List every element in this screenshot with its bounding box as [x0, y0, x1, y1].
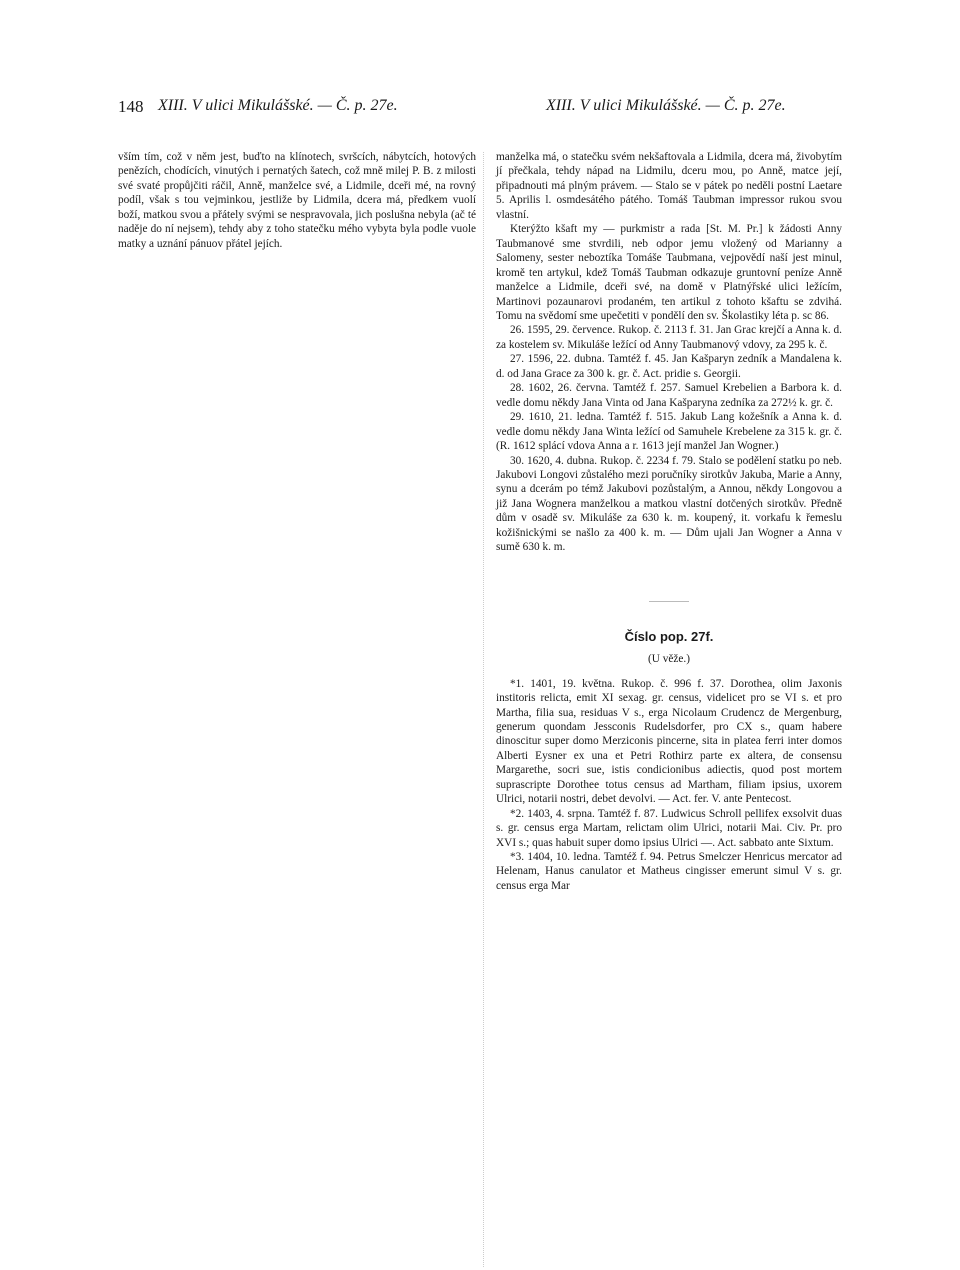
entry-28: 28. 1602, 26. června. Tamtéž f. 257. Samuel Krebelien a Barbora k. d. vedle domu někdy Jana Vinta od Jana Kašparyna zedníka za 272½ k. gr. č.: [496, 382, 842, 409]
entry-29: 29. 1610, 21. ledna. Tamtéž f. 515. Jakub Lang kožešník a Anna k. d. vedle domu někdy Jana Winta ležící od Samuhele Krebelene za 315 k. gr. č. (R. 1612 splácí vdova Anna a r. 1613 její manžel Jan Wogner.): [496, 411, 842, 453]
running-title-right: XIII. V ulici Mikulášské. — Č. p. 27e.: [546, 97, 786, 114]
entry-3: *3. 1404, 10. ledna. Tamtéž f. 94. Petrus Smelczer Henricus mercator ad Helenam, Hanus canulator et Matheus cingisser emerunt simul V s. gr. census erga Mar: [496, 851, 842, 892]
paragraph: manželka má, o statečku svém nekšaftovala a Lidmila, dcera má, živobytím jí přečkala, tehdy nápad na Lidmilu, dceru mou, po Anně, matce její, připadnouti má plným právem. — Stalo se v pátek po neděli postní Laetare 5. Aprilis l. osmdesátého pátého. Tomáš Taubman impressor rukou svou vlastní.: [496, 151, 842, 221]
section-subtitle: (U věže.): [647, 653, 691, 666]
page-header: [118, 97, 833, 119]
column-divider: [483, 152, 485, 1267]
entry-30: 30. 1620, 4. dubna. Rukop. č. 2234 f. 79. Stalo se podělení statku po neb. Jakubovi Longovi zůstalého mezi poručníky sirotkův Jakuba, Marie a Anny, synu a dcerám po témž Jakubovi pozůstalým, a Annou, někdy Longovou a již Jana Wognera manželkou a matkou vlastní dotčených sirotkův. Předně dům v osadě sv. Mikuláše za 630 k. m. koupený, it. vorkafu k řemeslu kožišnickými se našlo za 400 k. m. — Dům ujali Jan Wogner a Anna v sumě 630 k. m.: [496, 454, 842, 554]
entry-26: 26. 1595, 29. července. Rukop. č. 2113 f. 31. Jan Grac krejčí a Anna k. d. za kostelem sv. Mikuláše ležící od Anny Taubmanový vdovy, za 295 k. č.: [496, 324, 842, 351]
running-title-left: XIII. V ulici Mikulášské. — Č. p. 27e.: [158, 97, 398, 114]
page-number: 148: [118, 97, 144, 116]
entry-1: *1. 1401, 19. května. Rukop. č. 996 f. 37. Dorothea, olim Jaxonis institoris relicta, emit XI sexag. gr. census, videlicet pro se VI s. et pro Martha, filia sua, residuas V s., erga Nicolaum Crudencz de Mergenburg, generum quondam Jessconis Rudelsdorfer, pro CX s., quam habere dinoscitur super domo Merziconis pincerne, sita in platea ferri inter domos Alberti Eysner ex una et Petri Rothirz parte ex altera, de consensu Margarethe, socri sue, istis condicionibus adiectis, quod post mortem suprascripte Dorothee totus census ad Martham, filiam ipsius, uxorem Ulrici, notarii nostri, debet devolvi. — Act. fer. V. ante Pentecost.: [496, 677, 842, 806]
right-column: [496, 150, 842, 893]
paragraph: Kterýžto kšaft my — purkmistr a rada [St. M. Pr.] k žádosti Anny Taubmanové sme stvrdili, neb odpor jemu vložený od Marianny a Salomeny, sester neboztíka Tomáše Taubmana, vejpovědí naší jest minul, kromě ten artykul, kdež Tomáš Taubman odkazuje gruntovní peníze Anně manželce a Lidmile, dceři své, na domě v Platnýřské ulici ležícím, Martinovi pozaunarovi prodaném, ten artikul z tohoto kšaftu se zdvihá. Tomu na svědomí sme upečetiti v pondělí den sv. Školastiky léta p. sc 86.: [496, 223, 842, 322]
entry-2: *2. 1403, 4. srpna. Tamtéž f. 87. Ludwicus Schroll pellifex exsolvit duas s. gr. census erga Martam, relictam olim Ulrici, notarii Mai. Civ. Pr. pro XVI s.; quas habuit super domo ipsius Ulrici —. Act. sabbato ante Sixtum.: [496, 807, 842, 849]
paragraph: vším tím, což v něm jest, buďto na klínotech, svršcích, nábytcích, hotových penězích, chodících, vinutých i pernatých šatech, což mně milej P. B. z milosti své svaté propůjčiti ráčil, Anně, manželce své, a Lidmile, dceři mé, na rovný podíl, však s tou vejminkou, jestliže by Lidmila, dcera má, předkem vuolí boží, matkou svou a přátely svými se nespravovala, jich poslušna nebyla (ač té naděje do ní nejsem), tehdy aby z toho statečku mého vybyta byla podle vuole matky a uznání pánuov přátel jejích.: [118, 151, 476, 250]
entry-27: 27. 1596, 22. dubna. Tamtéž f. 45. Jan Kašparyn zedník a Mandalena k. d. od Jana Grace za 300 k. gr. č. Act. pridie s. Georgii.: [496, 353, 842, 380]
section-divider: [649, 601, 689, 602]
left-column: [118, 150, 476, 251]
section-title: Číslo pop. 27f.: [624, 628, 714, 644]
